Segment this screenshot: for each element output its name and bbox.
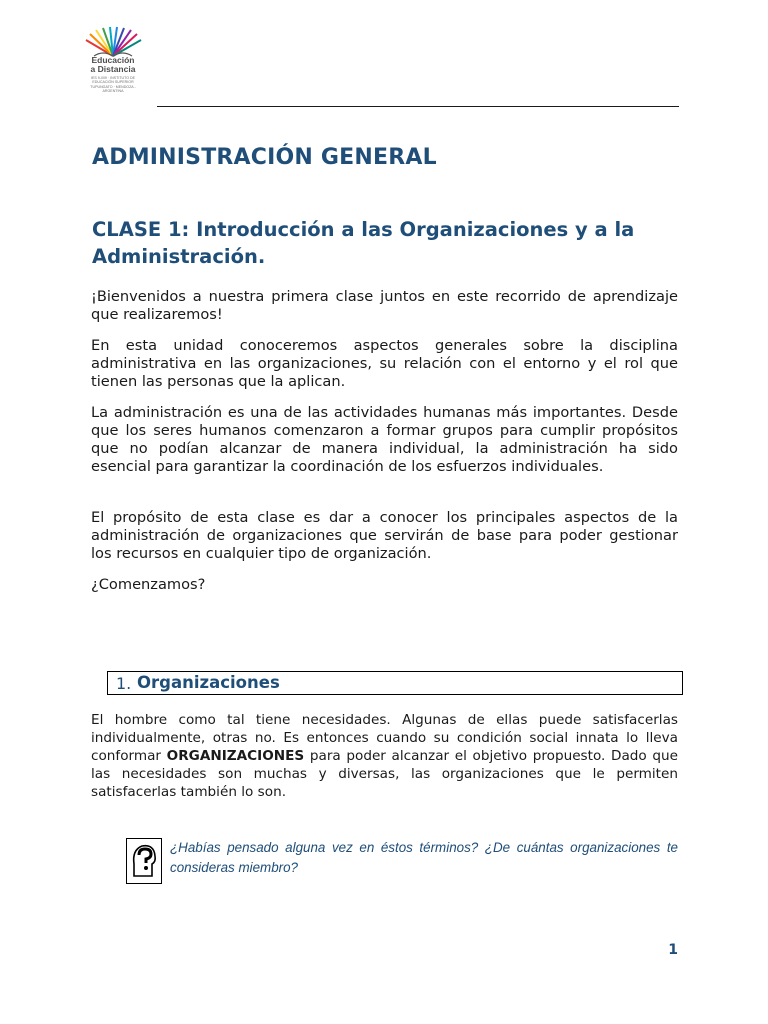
header-divider bbox=[157, 106, 679, 107]
logo-subtext: IES 9-009 · INSTITUTO DE EDUCACIÓN SUPERIOR TUPUNGATO · MENDOZA - ARGENTINA bbox=[90, 76, 136, 94]
page-number: 1 bbox=[668, 942, 678, 958]
section-number: 1. bbox=[116, 674, 132, 693]
section-title: Organizaciones bbox=[137, 673, 280, 692]
institution-logo bbox=[82, 26, 144, 100]
document-title: ADMINISTRACIÓN GENERAL bbox=[92, 145, 437, 170]
logo-line-2: a Distancia bbox=[90, 64, 136, 74]
section-text-before: El hombre como tal tiene necesidades. Algunas de ellas puede satisfacerlas individualmente, otras no. Es entonces cuando su condición social innata lo lleva conformar bbox=[91, 712, 678, 764]
paragraph-lets-begin: ¿Comenzamos? bbox=[91, 576, 206, 593]
paragraph-welcome: ¡Bienvenidos a nuestra primera clase juntos en este recorrido de aprendizaje que realizaremos! bbox=[91, 288, 678, 323]
class-title: CLASE 1: Introducción a las Organizaciones y a la Administración. bbox=[92, 218, 635, 268]
logo-line-1: Educación bbox=[91, 55, 135, 65]
reflection-question: ¿Habías pensado alguna vez en éstos términos? ¿De cuántas organizaciones te consideras miembro? bbox=[170, 840, 678, 875]
logo-text bbox=[88, 56, 138, 74]
section-heading-box bbox=[107, 671, 683, 695]
paragraph-unit-intro: En esta unidad conoceremos aspectos generales sobre la disciplina administrativa en las organizaciones, su relación con el entorno y el rol que tienen las personas que la aplican. bbox=[91, 337, 678, 390]
question-head-icon bbox=[126, 838, 162, 884]
book-rays-icon bbox=[82, 26, 144, 58]
section-text-bold: ORGANIZACIONES bbox=[166, 748, 305, 764]
paragraph-purpose: El propósito de esta clase es dar a conocer los principales aspectos de la administración de organizaciones que servirán de base para poder gestionar los recursos en cualquier tipo de organización. bbox=[91, 509, 678, 562]
section-paragraph bbox=[91, 711, 678, 801]
section-text-after: para poder alcanzar el objetivo propuesto. Dado que las necesidades son muchas y diversas, las organizaciones que le permiten satisfacerlas también lo son. bbox=[91, 748, 678, 800]
paragraph-administration: La administración es una de las actividades humanas más importantes. Desde que los seres humanos comenzaron a formar grupos para cumplir propósitos que no podían alcanzar de manera individual, la administración ha sido esencial para garantizar la coordinación de los esfuerzos individuales. bbox=[91, 404, 678, 475]
